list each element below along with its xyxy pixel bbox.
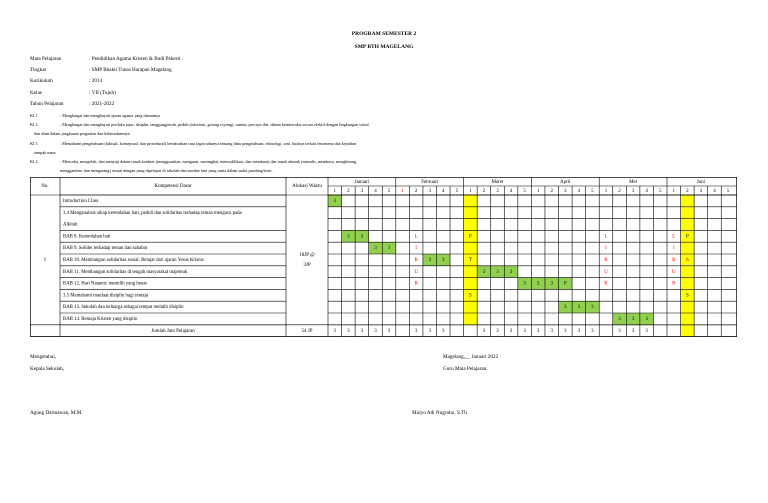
- week-header: 3: [496, 188, 499, 194]
- cell-value: P: [563, 281, 567, 287]
- cell-value: 3: [442, 258, 445, 264]
- week-header: 2: [550, 188, 553, 194]
- kd-label: 3.4 Menganalisis sikap kerendahan hati, peduli dan solidaritas terhadap teman mengacu pada: [63, 210, 242, 216]
- kd-label: Alkitab: [63, 222, 78, 228]
- total-cell: 3: [387, 328, 391, 334]
- month-header: Mei: [629, 180, 638, 186]
- document-subtitle: SMP BTH MAGELANG: [354, 44, 414, 50]
- sign-left-line1: Mengetahui,: [30, 354, 57, 360]
- ki-label: KI 1: [30, 113, 38, 118]
- ki-label: KI 2: [30, 122, 38, 127]
- sign-right-line2: Guru Mata Pelajaran,: [443, 366, 488, 372]
- cell-value: 3: [536, 281, 540, 287]
- highlight-cell: [681, 278, 695, 290]
- total-cell: 3: [428, 328, 431, 334]
- total-cell: 3: [333, 328, 337, 334]
- total-cell: 3: [645, 328, 648, 334]
- cell-value: 3: [387, 246, 391, 252]
- kd-label: Introduction Class: [63, 198, 99, 205]
- cell-value: I: [672, 246, 675, 252]
- week-header: 2: [414, 188, 418, 194]
- total-cell: 3: [577, 328, 581, 334]
- total-cell: 3: [631, 328, 635, 334]
- total-cell: 3: [509, 328, 513, 334]
- highlight-cell: [681, 313, 695, 325]
- table-border: [30, 177, 736, 336]
- sign-left-line2: Kepala Sekolah,: [30, 366, 64, 372]
- ki-text: : Mencoba, mengolah, dan menyaji dalam ranah konkret (menggunakan, mengurai, merangkai, memodifikasi, dan membuat) dan ranah abstrak (menulis, membaca, menghitung,: [60, 159, 357, 164]
- header-alokasi: Alokasi Waktu: [292, 184, 322, 190]
- week-header: 5: [523, 188, 526, 194]
- kd-label: BAB 11. Membangun solidaritas di tengah masyarakat majemuk: [63, 269, 188, 275]
- highlight-cell: [464, 313, 478, 325]
- week-header: 4: [374, 188, 377, 194]
- cell-value: B: [672, 258, 676, 264]
- highlight-cell: [681, 195, 695, 207]
- kd-label: BAB 8. Kerendahan hati: [63, 234, 111, 240]
- info-value: : VII (Tujuh): [89, 90, 116, 96]
- ki-label: KI 3: [30, 141, 38, 146]
- week-header: 5: [726, 188, 730, 194]
- highlight-cell: [464, 207, 478, 219]
- week-header: 2: [482, 188, 486, 194]
- highlight-cell: [464, 278, 478, 290]
- total-cell: 3: [564, 328, 567, 334]
- sign-left-name: Agung Darmawan, M.M.: [30, 410, 83, 416]
- cell-value: U: [671, 269, 676, 275]
- cell-value: L: [414, 234, 418, 240]
- ki-text: menggambar, dan mengarang) sesuai dengan yang dipelajari di sekolah dan sumber lain yang sama dalam sudut pandang/teori.: [60, 168, 273, 173]
- info-label: Kelas: [30, 90, 42, 96]
- cell-value: 3: [645, 317, 648, 323]
- cell-value: I: [415, 246, 417, 252]
- cell-value: 3: [577, 305, 581, 311]
- total-cell: 3: [523, 328, 526, 334]
- cell-value: L: [604, 234, 608, 240]
- week-header: 5: [658, 188, 662, 194]
- total-cell: 3: [536, 328, 540, 334]
- cell-value: R: [414, 281, 418, 287]
- week-header: 4: [713, 188, 716, 194]
- month-header: Januari: [354, 180, 370, 186]
- cell-value: U: [414, 269, 418, 275]
- info-value: : 2021-2022: [89, 101, 115, 107]
- week-header: 3: [564, 188, 567, 194]
- total-cell: 3: [591, 328, 594, 334]
- month-header: Februari: [421, 180, 439, 186]
- ki-text: dan alam dalam jangkauan pergaulan dan keberadaannya.: [34, 131, 131, 136]
- highlight-cell: [681, 301, 695, 313]
- header-kompetensi: Kompetensi Dasar: [154, 184, 192, 190]
- total-cell: 3: [442, 328, 445, 334]
- sign-right-name: Mulyo Adi Nugroho, S.Th: [412, 410, 467, 416]
- cell-value: 3: [509, 269, 513, 275]
- cell-value: 3: [374, 246, 377, 252]
- kd-label: BAB 10. Membangun solidaritas sosial: Belajar dari ajaran Yesus Kristus: [63, 257, 204, 264]
- info-label: Kurikulum: [30, 78, 53, 84]
- cell-value: P: [468, 234, 472, 240]
- ki-label: KI 4: [30, 159, 38, 164]
- cell-value: L: [672, 234, 676, 240]
- total-cell: 3: [374, 328, 377, 334]
- cell-value: U: [604, 269, 608, 275]
- info-label: Tingkat: [30, 67, 46, 73]
- week-header: 2: [686, 188, 689, 194]
- week-header: 3: [699, 188, 703, 194]
- ki-text: : Memahami pengetahuan (faktual, konseptual, dan prosedural) berdasarkan rasa ingin tahunya tentang ilmu pengetahuan, teknologi, seni, budaya terkait fenomena dan kejadian: [60, 141, 356, 146]
- week-header: 4: [645, 188, 648, 194]
- cell-value: S: [468, 293, 472, 299]
- highlight-cell: [681, 242, 695, 254]
- info-value: : Pendidikan Agama Kristen & Budi Pekerti: [89, 56, 181, 62]
- cell-value: S: [685, 293, 689, 299]
- kd-label: BAB 9. Solider terhadap teman dan sahabat: [63, 246, 148, 252]
- total-value: 54 JP: [301, 328, 313, 334]
- month-header: Juni: [696, 180, 706, 186]
- cell-value: 3: [523, 281, 526, 287]
- highlight-cell: [681, 266, 695, 278]
- week-header: 3: [360, 188, 364, 194]
- highlight-cell: [464, 301, 478, 313]
- total-cell: 3: [414, 328, 418, 334]
- week-header: 1: [469, 188, 472, 194]
- week-header: 1: [604, 188, 608, 194]
- document-title: PROGRAM SEMESTER 2: [351, 31, 417, 37]
- info-label: Tahun Pelajaran: [30, 101, 64, 107]
- cell-value: A: [685, 258, 690, 264]
- cell-value: R: [604, 281, 608, 287]
- cell-value: 3: [591, 305, 594, 311]
- info-label: Mata Pelajaran: [30, 56, 62, 62]
- week-header: 1: [536, 188, 540, 194]
- cell-value: B: [604, 258, 608, 264]
- cell-value: 3: [618, 317, 621, 323]
- week-header: 5: [387, 188, 391, 194]
- ki-text: : Menghargai dan menghayati ajaran agama yang dianutnya: [60, 113, 161, 118]
- week-header: 1: [672, 188, 676, 194]
- cell-value: I: [605, 246, 607, 252]
- sign-right-line1: Magelang,__ Januari 2022: [443, 354, 499, 360]
- cell-value: 3: [496, 269, 499, 275]
- week-header: 4: [577, 188, 581, 194]
- week-header: 2: [347, 188, 350, 194]
- total-cell: 3: [482, 328, 486, 334]
- cell-value: 3: [428, 258, 431, 264]
- week-header: 3: [631, 188, 635, 194]
- week-header: 2: [618, 188, 621, 194]
- highlight-cell: [464, 266, 478, 278]
- month-header: Maret: [491, 180, 504, 186]
- ki-text: tampak mata.: [34, 150, 57, 155]
- highlight-cell: [681, 325, 695, 337]
- kd-label: BAB 13. Sekolah dan keluarga sebagai tempat melatih disiplin: [63, 305, 184, 311]
- total-cell: 3: [360, 328, 364, 334]
- kd-label: 3.5 Memahami manfaat disiplin bagi remaja: [63, 293, 148, 299]
- highlight-cell: [464, 195, 478, 207]
- total-cell: 3: [618, 328, 621, 334]
- header-no: No.: [41, 184, 49, 190]
- highlight-cell: [681, 219, 695, 231]
- cell-value: B: [414, 258, 418, 264]
- highlight-cell: [681, 207, 695, 219]
- cell-value: R: [672, 281, 676, 287]
- info-value: : SMP Bhakti Tunas Harapan Magelang: [89, 67, 172, 73]
- week-header: 3: [428, 188, 431, 194]
- ki-text: : Menghargai dan menghayati perilaku jujur, disiplin, tanggungjawab, peduli (toleransi, gotong royong), santun, percaya diri, dalam berinteraksi secara efektif dengan lingkungan sosial: [60, 122, 369, 127]
- info-value: : 2013: [89, 78, 103, 84]
- cell-value: 3: [550, 281, 553, 287]
- total-cell: 3: [550, 328, 553, 334]
- total-cell: 3: [347, 328, 350, 334]
- total-cell: 3: [496, 328, 499, 334]
- cell-value: 3: [360, 234, 364, 240]
- month-header: April: [560, 180, 571, 186]
- row-number: I: [44, 258, 46, 264]
- cell-value: P: [685, 234, 689, 240]
- schedule-table: [30, 177, 737, 343]
- cell-value: 3: [482, 269, 486, 275]
- highlight-cell: [464, 219, 478, 231]
- week-header: 1: [333, 188, 337, 194]
- cell-value: 3: [631, 317, 635, 323]
- alokasi-value: 18JP @: [299, 253, 315, 259]
- week-header: 4: [509, 188, 513, 194]
- total-label: Jumlah Jam Pelajaran: [151, 328, 195, 334]
- alokasi-value: 3JP: [303, 263, 311, 269]
- kd-label: BAB 12. Hari Natanni: memilih yang benar: [63, 281, 148, 287]
- week-header: 4: [442, 188, 445, 194]
- cell-value: 3: [347, 234, 350, 240]
- week-header: 5: [591, 188, 594, 194]
- week-header: 5: [455, 188, 459, 194]
- kd-label: BAB 14. Remaja Kristen yang disiplin: [63, 316, 138, 323]
- highlight-cell: [464, 242, 478, 254]
- cell-value: 3: [564, 305, 567, 311]
- week-header: 1: [401, 188, 404, 194]
- cell-value: 3: [333, 199, 337, 205]
- cell-value: T: [468, 258, 472, 264]
